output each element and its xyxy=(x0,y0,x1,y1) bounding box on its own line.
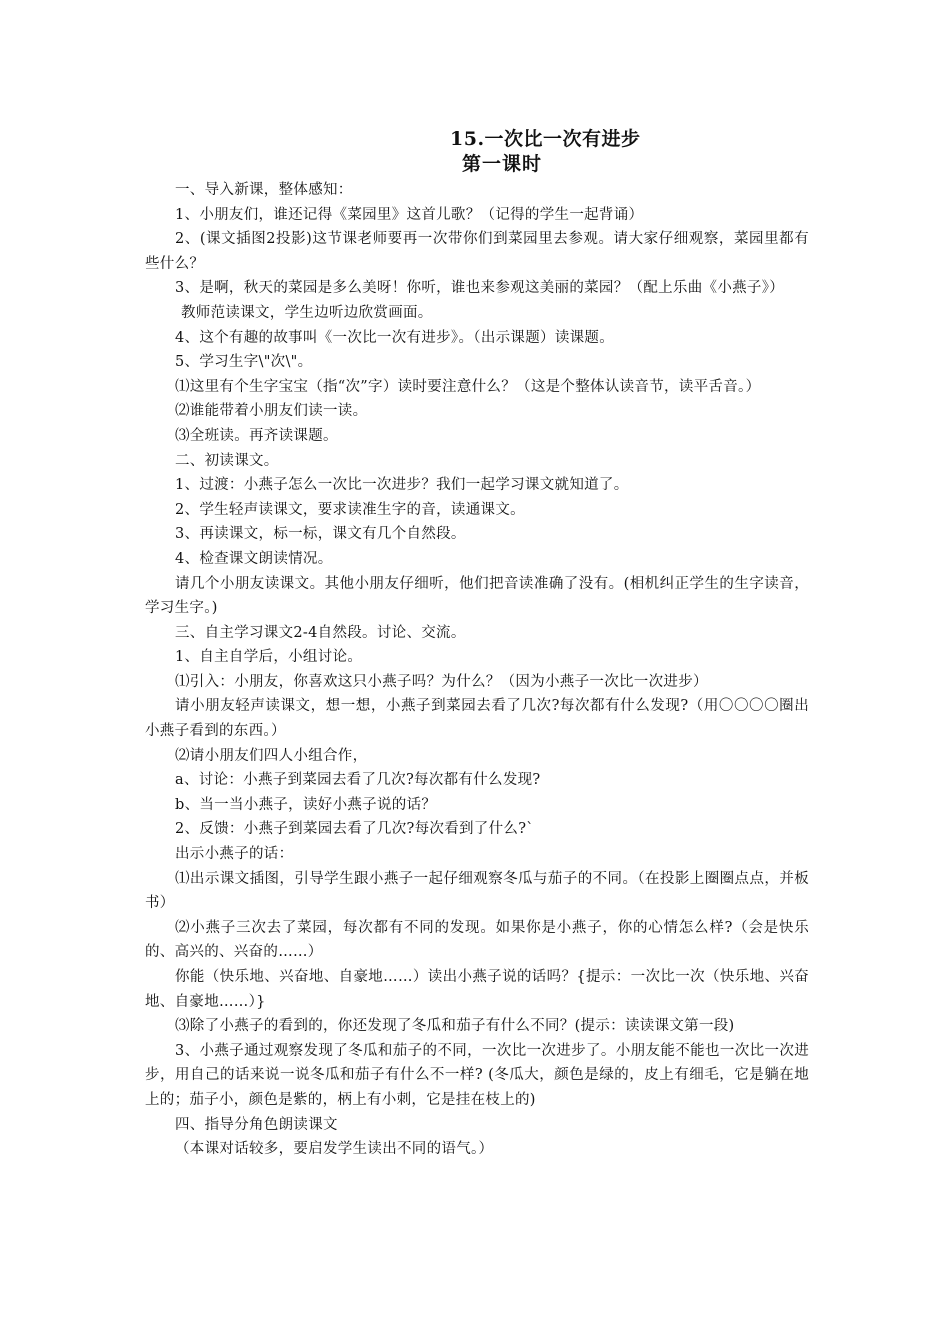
paragraph: 4、检查课文朗读情况。 xyxy=(175,550,333,567)
paragraph: 请小朋友轻声读课文，想一想，小燕子到菜园去看了几次?每次都有什么发现?（用〇〇〇〇圈出小燕子看到的东西。） xyxy=(145,698,809,740)
paragraph: 3、是啊，秋天的菜园是多么美呀！你听，谁也来参观这美丽的菜园？（配上乐曲《小燕子》） xyxy=(175,280,785,297)
paragraph: 2、反馈：小燕子到菜园去看了几次?每次看到了什么?` xyxy=(175,821,534,838)
paragraph: 出示小燕子的话： xyxy=(175,846,294,863)
paragraph: b、当一当小燕子，读好小燕子说的话？ xyxy=(175,796,437,813)
lesson-title: 15.一次比一次有进步 xyxy=(450,128,641,150)
paragraph: （本课对话较多，要启发学生读出不同的语气。） xyxy=(175,1141,494,1158)
document-body xyxy=(145,178,809,1162)
paragraph: 1、小朋友们，谁还记得《菜园里》这首儿歌？（记得的学生一起背诵） xyxy=(175,206,644,223)
paragraph: ⑵请小朋友们四人小组合作， xyxy=(175,747,368,764)
paragraph: 2、学生轻声读课文，要求读准生字的音，读通课文。 xyxy=(175,501,525,518)
paragraph: ⑵小燕子三次去了菜园，每次都有不同的发现。如果你是小燕子，你的心情怎么样?（会是快乐的、高兴的、兴奋的……） xyxy=(145,919,809,961)
paragraph: 2、(课文插图2投影)这节课老师要再一次带你们到菜园里去参观。请大家仔细观察，菜园里都有些什么？ xyxy=(145,231,809,272)
paragraph: 3、再读课文，标一标，课文有几个自然段。 xyxy=(175,526,466,543)
paragraph: 三、自主学习课文2-4自然段。讨论、交流。 xyxy=(175,624,466,641)
paragraph: 3、小燕子通过观察发现了冬瓜和茄子的不同，一次比一次进步了。小朋友能不能也一次比一次进步，用自己的话来说一说冬瓜和茄子有什么不一样? (冬瓜大，颜色是绿的，皮上有细毛，它是躺在地上的；茄子小，颜色是紫的，柄上有小刺，它是挂在枝上的) xyxy=(145,1042,809,1108)
paragraph: 4、这个有趣的故事叫《一次比一次有进步》。（出示课题）读课题。 xyxy=(175,329,615,346)
paragraph: 二、初读课文。 xyxy=(175,452,279,469)
paragraph: ⑴这里有个生字宝宝（指“次”字）读时要注意什么？（这是个整体认读音节，读平舌音。） xyxy=(175,378,761,395)
paragraph: 一、导入新课，整体感知： xyxy=(175,182,353,198)
paragraph: ⑶除了小燕子的看到的，你还发现了冬瓜和茄子有什么不同？(提示：读读课文第一段) xyxy=(175,1018,735,1035)
paragraph: 教师范读课文，学生边听边欣赏画面。 xyxy=(181,304,433,321)
paragraph: ⑴出示课文插图，引导学生跟小燕子一起仔细观察冬瓜与茄子的不同。（在投影上圈圈点点，并板书） xyxy=(145,870,809,912)
paragraph: ⑵谁能带着小朋友们读一读。 xyxy=(175,403,368,420)
paragraph: ⑴引入：小朋友，你喜欢这只小燕子吗？为什么？（因为小燕子一次比一次进步） xyxy=(175,673,708,690)
paragraph: 1、自主自学后，小组讨论。 xyxy=(175,649,363,666)
paragraph: ⑶全班读。再齐读课题。 xyxy=(175,427,338,444)
paragraph: 你能（快乐地、兴奋地、自豪地……）读出小燕子说的话吗？{提示：一次比一次（快乐地、兴奋地、自豪地……）} xyxy=(145,969,809,1010)
lesson-subtitle: 第一课时 xyxy=(462,153,543,175)
paragraph: 5、学习生字\"次\"。 xyxy=(175,354,313,371)
paragraph: 四、指导分角色朗读课文 xyxy=(175,1116,338,1133)
paragraph: a、讨论：小燕子到菜园去看了几次?每次都有什么发现? xyxy=(175,772,541,789)
paragraph: 请几个小朋友读课文。其他小朋友仔细听，他们把音读准确了没有。(相机纠正学生的生字读音，学习生字。) xyxy=(145,575,809,617)
paragraph: 1、过渡：小燕子怎么一次比一次进步？我们一起学习课文就知道了。 xyxy=(175,477,629,494)
